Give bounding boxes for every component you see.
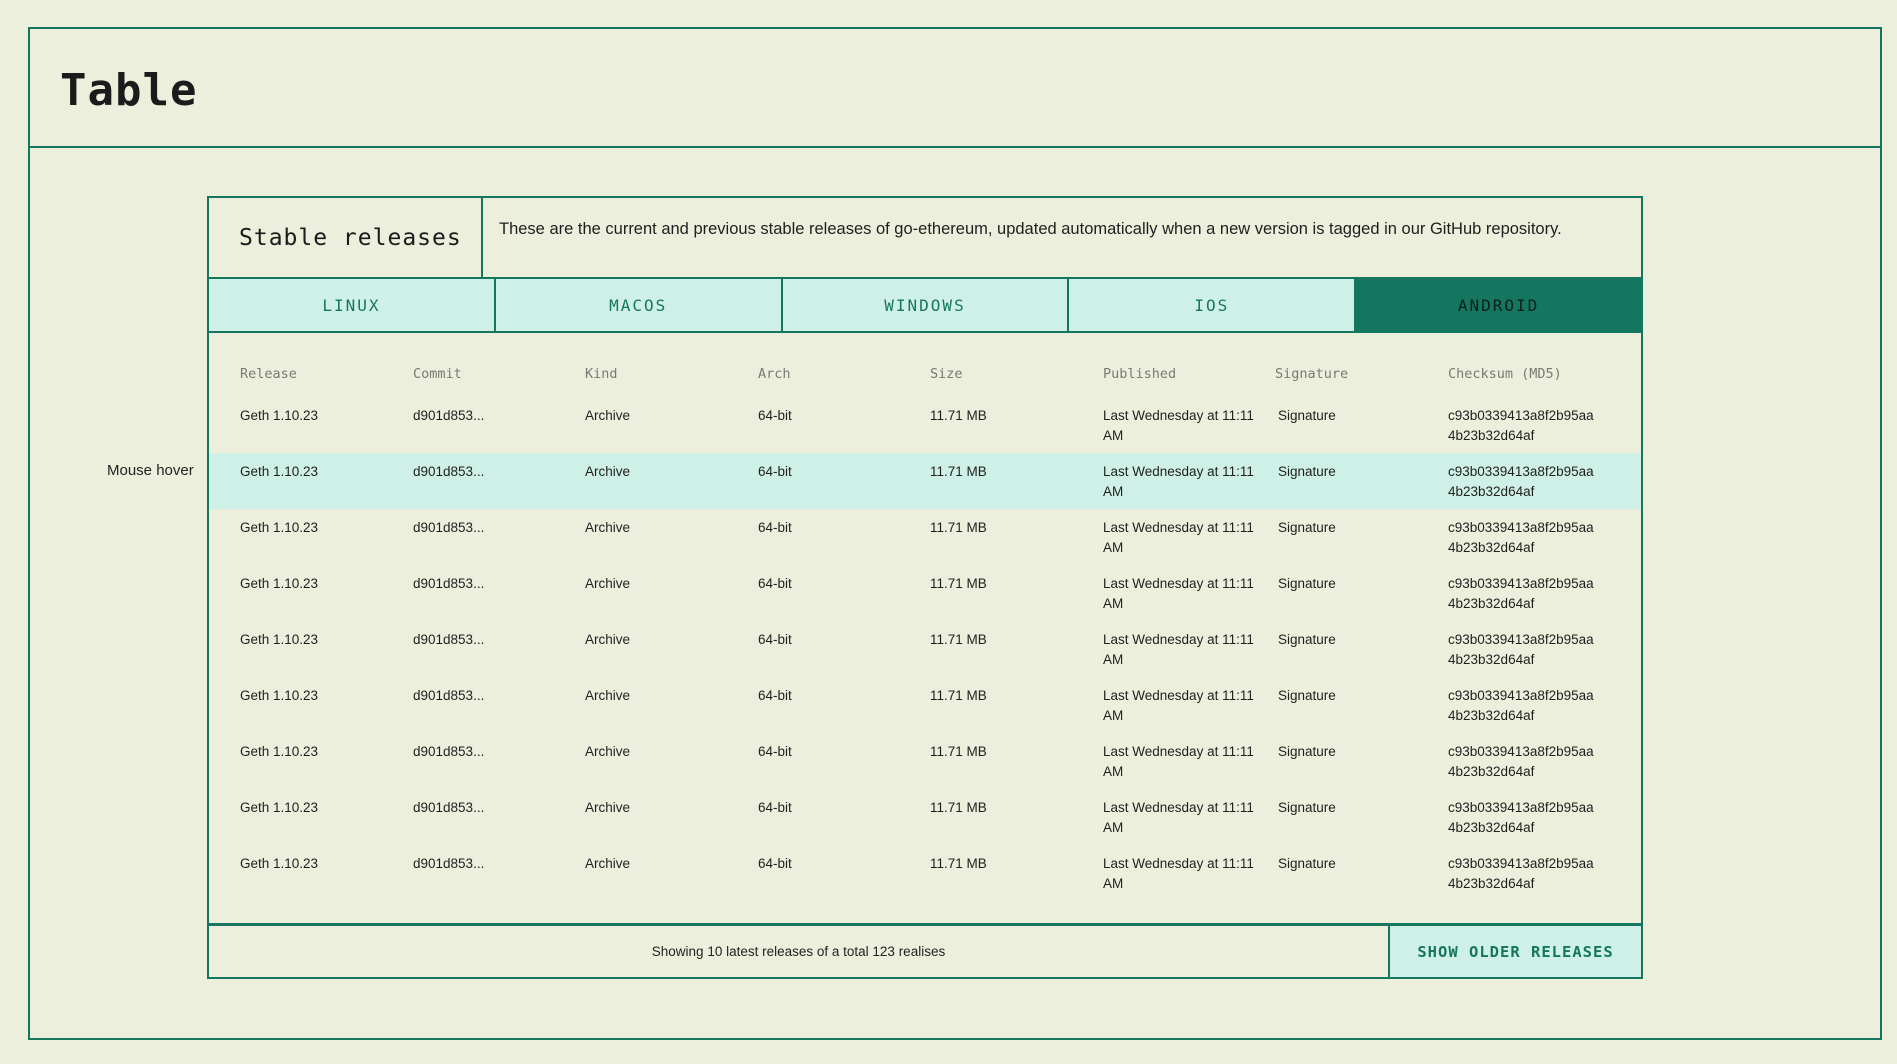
published-cell: Last Wednesday at 11:11 AM: [1103, 744, 1254, 779]
signature-link[interactable]: Signature: [1278, 464, 1336, 479]
published-cell: Last Wednesday at 11:11 AM: [1103, 856, 1254, 891]
signature-link[interactable]: Signature: [1278, 408, 1336, 423]
commit-cell: d901d853...: [413, 688, 485, 703]
release-cell: Geth 1.10.23: [240, 408, 319, 423]
size-cell: 11.71 MB: [930, 464, 987, 479]
checksum-cell: c93b0339413a8f2b95aa 4b23b32d64af: [1448, 744, 1594, 779]
size-cell: 11.71 MB: [930, 408, 987, 423]
kind-cell: Archive: [585, 464, 631, 479]
signature-link[interactable]: Signature: [1278, 688, 1336, 703]
table-row[interactable]: [209, 453, 1641, 509]
releases-table: [209, 333, 1641, 926]
kind-cell: Archive: [585, 632, 631, 647]
commit-cell: d901d853...: [413, 520, 485, 535]
commit-cell: d901d853...: [413, 576, 485, 591]
arch-cell: 64-bit: [758, 800, 792, 815]
signature-link[interactable]: Signature: [1278, 632, 1336, 647]
column-header-kind: Kind: [585, 366, 618, 382]
column-header-arch: Arch: [758, 366, 791, 382]
table-row[interactable]: [209, 677, 1641, 733]
release-cell: Geth 1.10.23: [240, 520, 319, 535]
kind-cell: Archive: [585, 856, 631, 871]
kind-cell: Archive: [585, 800, 631, 815]
checksum-cell: c93b0339413a8f2b95aa 4b23b32d64af: [1448, 408, 1594, 443]
signature-link[interactable]: Signature: [1278, 744, 1336, 759]
releases-summary: Showing 10 latest releases of a total 123 realises: [209, 926, 1390, 977]
signature-link[interactable]: Signature: [1278, 856, 1336, 871]
column-header-commit: Commit: [413, 366, 462, 382]
commit-cell: d901d853...: [413, 464, 485, 479]
tab-ios[interactable]: IOS: [1069, 279, 1356, 331]
column-header-checksum: Checksum (MD5): [1448, 366, 1562, 382]
size-cell: 11.71 MB: [930, 576, 987, 591]
release-cell: Geth 1.10.23: [240, 688, 319, 703]
tab-android[interactable]: ANDROID: [1356, 279, 1641, 331]
published-cell: Last Wednesday at 11:11 AM: [1103, 632, 1254, 667]
release-cell: Geth 1.10.23: [240, 576, 319, 591]
checksum-cell: c93b0339413a8f2b95aa 4b23b32d64af: [1448, 856, 1594, 891]
releases-panel: [207, 196, 1643, 979]
size-cell: 11.71 MB: [930, 744, 987, 759]
published-cell: Last Wednesday at 11:11 AM: [1103, 800, 1254, 835]
column-header-release: Release: [240, 366, 297, 382]
table-header-row: [209, 363, 1641, 397]
panel-title: Stable releases: [209, 198, 483, 277]
commit-cell: d901d853...: [413, 856, 485, 871]
kind-cell: Archive: [585, 520, 631, 535]
hover-annotation: Mouse hover: [107, 462, 194, 479]
published-cell: Last Wednesday at 11:11 AM: [1103, 520, 1254, 555]
arch-cell: 64-bit: [758, 632, 792, 647]
release-cell: Geth 1.10.23: [240, 464, 319, 479]
page-header: [30, 29, 1880, 148]
release-cell: Geth 1.10.23: [240, 632, 319, 647]
arch-cell: 64-bit: [758, 408, 792, 423]
arch-cell: 64-bit: [758, 576, 792, 591]
kind-cell: Archive: [585, 688, 631, 703]
kind-cell: Archive: [585, 408, 631, 423]
table-row[interactable]: [209, 397, 1641, 453]
table-row[interactable]: [209, 733, 1641, 789]
signature-link[interactable]: Signature: [1278, 800, 1336, 815]
checksum-cell: c93b0339413a8f2b95aa 4b23b32d64af: [1448, 632, 1594, 667]
tab-macos[interactable]: MACOS: [496, 279, 783, 331]
page-title: Table: [60, 65, 198, 116]
size-cell: 11.71 MB: [930, 688, 987, 703]
commit-cell: d901d853...: [413, 744, 485, 759]
signature-link[interactable]: Signature: [1278, 520, 1336, 535]
arch-cell: 64-bit: [758, 856, 792, 871]
table-row[interactable]: [209, 621, 1641, 677]
column-header-size: Size: [930, 366, 963, 382]
panel-description: These are the current and previous stable releases of go-ethereum, updated automatically when a new version is tagged in our GitHub repository.: [499, 220, 1562, 238]
checksum-cell: c93b0339413a8f2b95aa 4b23b32d64af: [1448, 800, 1594, 835]
kind-cell: Archive: [585, 576, 631, 591]
arch-cell: 64-bit: [758, 520, 792, 535]
column-header-signature: Signature: [1275, 366, 1349, 382]
checksum-cell: c93b0339413a8f2b95aa 4b23b32d64af: [1448, 688, 1594, 723]
table-row[interactable]: [209, 845, 1641, 901]
size-cell: 11.71 MB: [930, 632, 987, 647]
release-cell: Geth 1.10.23: [240, 744, 319, 759]
checksum-cell: c93b0339413a8f2b95aa 4b23b32d64af: [1448, 464, 1594, 499]
published-cell: Last Wednesday at 11:11 AM: [1103, 464, 1254, 499]
size-cell: 11.71 MB: [930, 856, 987, 871]
arch-cell: 64-bit: [758, 744, 792, 759]
published-cell: Last Wednesday at 11:11 AM: [1103, 408, 1254, 443]
commit-cell: d901d853...: [413, 408, 485, 423]
tab-linux[interactable]: LINUX: [209, 279, 496, 331]
arch-cell: 64-bit: [758, 688, 792, 703]
table-row[interactable]: [209, 565, 1641, 621]
table-body: [209, 397, 1641, 901]
kind-cell: Archive: [585, 744, 631, 759]
column-header-published: Published: [1103, 366, 1177, 382]
published-cell: Last Wednesday at 11:11 AM: [1103, 576, 1254, 611]
commit-cell: d901d853...: [413, 632, 485, 647]
panel-header: [209, 198, 1641, 279]
arch-cell: 64-bit: [758, 464, 792, 479]
table-footer: [209, 926, 1641, 977]
signature-link[interactable]: Signature: [1278, 576, 1336, 591]
release-cell: Geth 1.10.23: [240, 800, 319, 815]
checksum-cell: c93b0339413a8f2b95aa 4b23b32d64af: [1448, 576, 1594, 611]
published-cell: Last Wednesday at 11:11 AM: [1103, 688, 1254, 723]
size-cell: 11.71 MB: [930, 800, 987, 815]
table-row[interactable]: [209, 509, 1641, 565]
release-cell: Geth 1.10.23: [240, 856, 319, 871]
size-cell: 11.71 MB: [930, 520, 987, 535]
table-row[interactable]: [209, 789, 1641, 845]
checksum-cell: c93b0339413a8f2b95aa 4b23b32d64af: [1448, 520, 1594, 555]
tab-windows[interactable]: WINDOWS: [783, 279, 1070, 331]
show-older-releases-button[interactable]: SHOW OLDER RELEASES: [1390, 926, 1641, 977]
commit-cell: d901d853...: [413, 800, 485, 815]
os-tabs: [209, 279, 1641, 333]
